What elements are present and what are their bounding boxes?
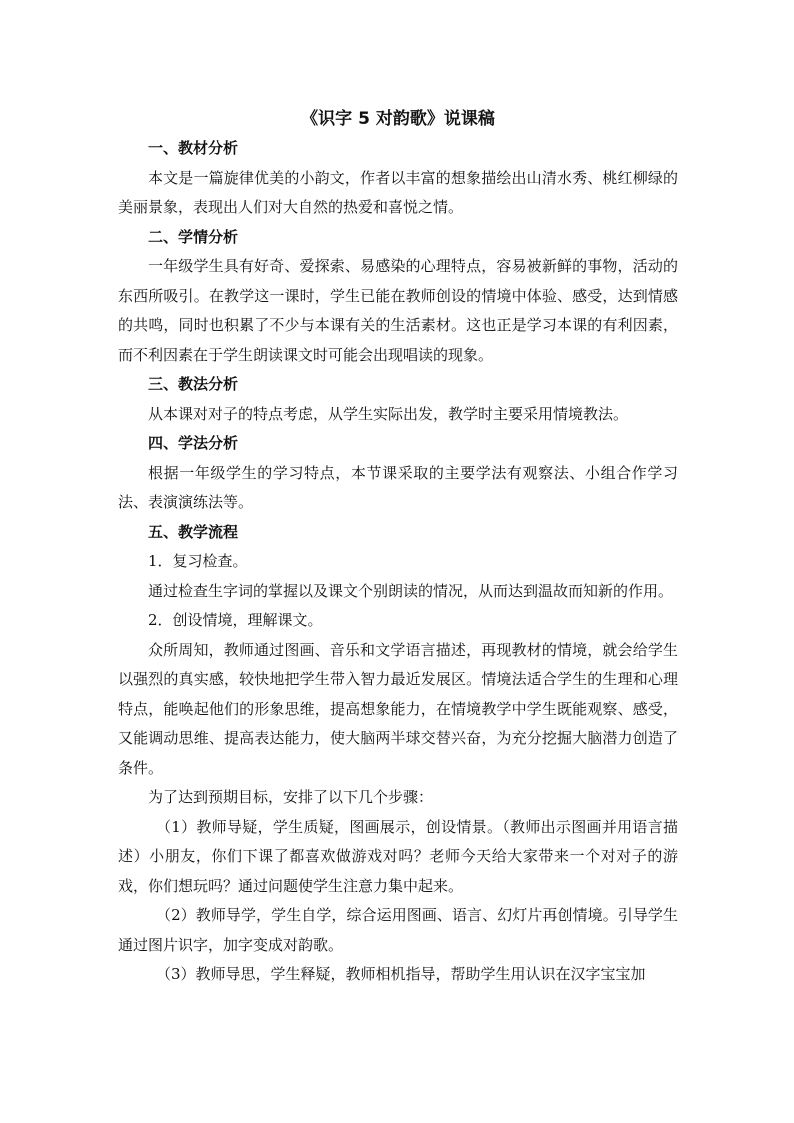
sub-step-1: （1）教师导疑，学生质疑，图画展示，创设情景。（教师出示图画并用语言描述）小朋友，你们下课了都喜欢做游戏对吗？老师今天给大家带来一个对对子的游戏，你们想玩吗？通过问题使学生注意力集中起来。 (118, 817, 678, 895)
paragraph-situation-method: 众所周知，教师通过图画、音乐和文学语言描述，再现教材的情境，就会给学生以强烈的真实感，较快地把学生带入智力最近发展区。情境法适合学生的生理和心理特点，能唤起他们的形象思维，提高想象能力，在情境教学中学生既能观察、感受，又能调动思维、提高表达能力，使大脑两半球交替兴奋，为充分挖掘大脑潜力创造了条件。 (118, 640, 678, 777)
section-heading-textbook-analysis: 一、教材分析 (148, 139, 239, 157)
paragraph-review-check: 通过检查生字词的掌握以及课文个别朗读的情况，从而达到温故而知新的作用。 (148, 581, 674, 600)
section-heading-teaching-method: 三、教法分析 (148, 375, 239, 393)
section-heading-learning-method: 四、学法分析 (148, 434, 239, 452)
numbered-step-1: 1．复习检查。 (148, 552, 248, 570)
paragraph-learner-analysis: 一年级学生具有好奇、爱探索、易感染的心理特点，容易被新鲜的事物，活动的东西所吸引。在教学这一课时，学生已能在教师创设的情境中体验、感受，达到情感的共鸣，同时也积累了不少与本课有关的生活素材。这也正是学习本课的有利因素，而不利因素在于学生朗读课文时可能会出现唱读的现象。 (118, 257, 678, 364)
numbered-step-2: 2．创设情境，理解课文。 (148, 611, 323, 629)
paragraph-steps-intro: 为了达到预期目标，安排了以下几个步骤： (148, 788, 434, 806)
sub-step-2: （2）教师导学，学生自学，综合运用图画、语言、幻灯片再创情境。引导学生通过图片识字，加字变成对韵歌。 (118, 906, 678, 954)
document-body (118, 104, 678, 990)
paragraph-learning-method: 根据一年级学生的学习特点，本节课采取的主要学法有观察法、小组合作学习法、表演演练法等。 (118, 463, 678, 511)
paragraph-textbook-analysis: 本文是一篇旋律优美的小韵文，作者以丰富的想象描绘出山清水秀、桃红柳绿的美丽景象，表现出人们对大自然的热爱和喜悦之情。 (118, 168, 678, 216)
paragraph-teaching-method: 从本课对对子的特点考虑，从学生实际出发，教学时主要采用情境教法。 (148, 404, 629, 423)
document-title: 《识字 5 对韵歌》说课稿 (301, 109, 495, 129)
section-heading-learner-analysis: 二、学情分析 (148, 227, 239, 246)
section-heading-teaching-process: 五、教学流程 (148, 522, 239, 541)
sub-step-3: （3）教师导思，学生释疑，教师相机指导，帮助学生用认识在汉字宝宝加 (156, 965, 646, 983)
